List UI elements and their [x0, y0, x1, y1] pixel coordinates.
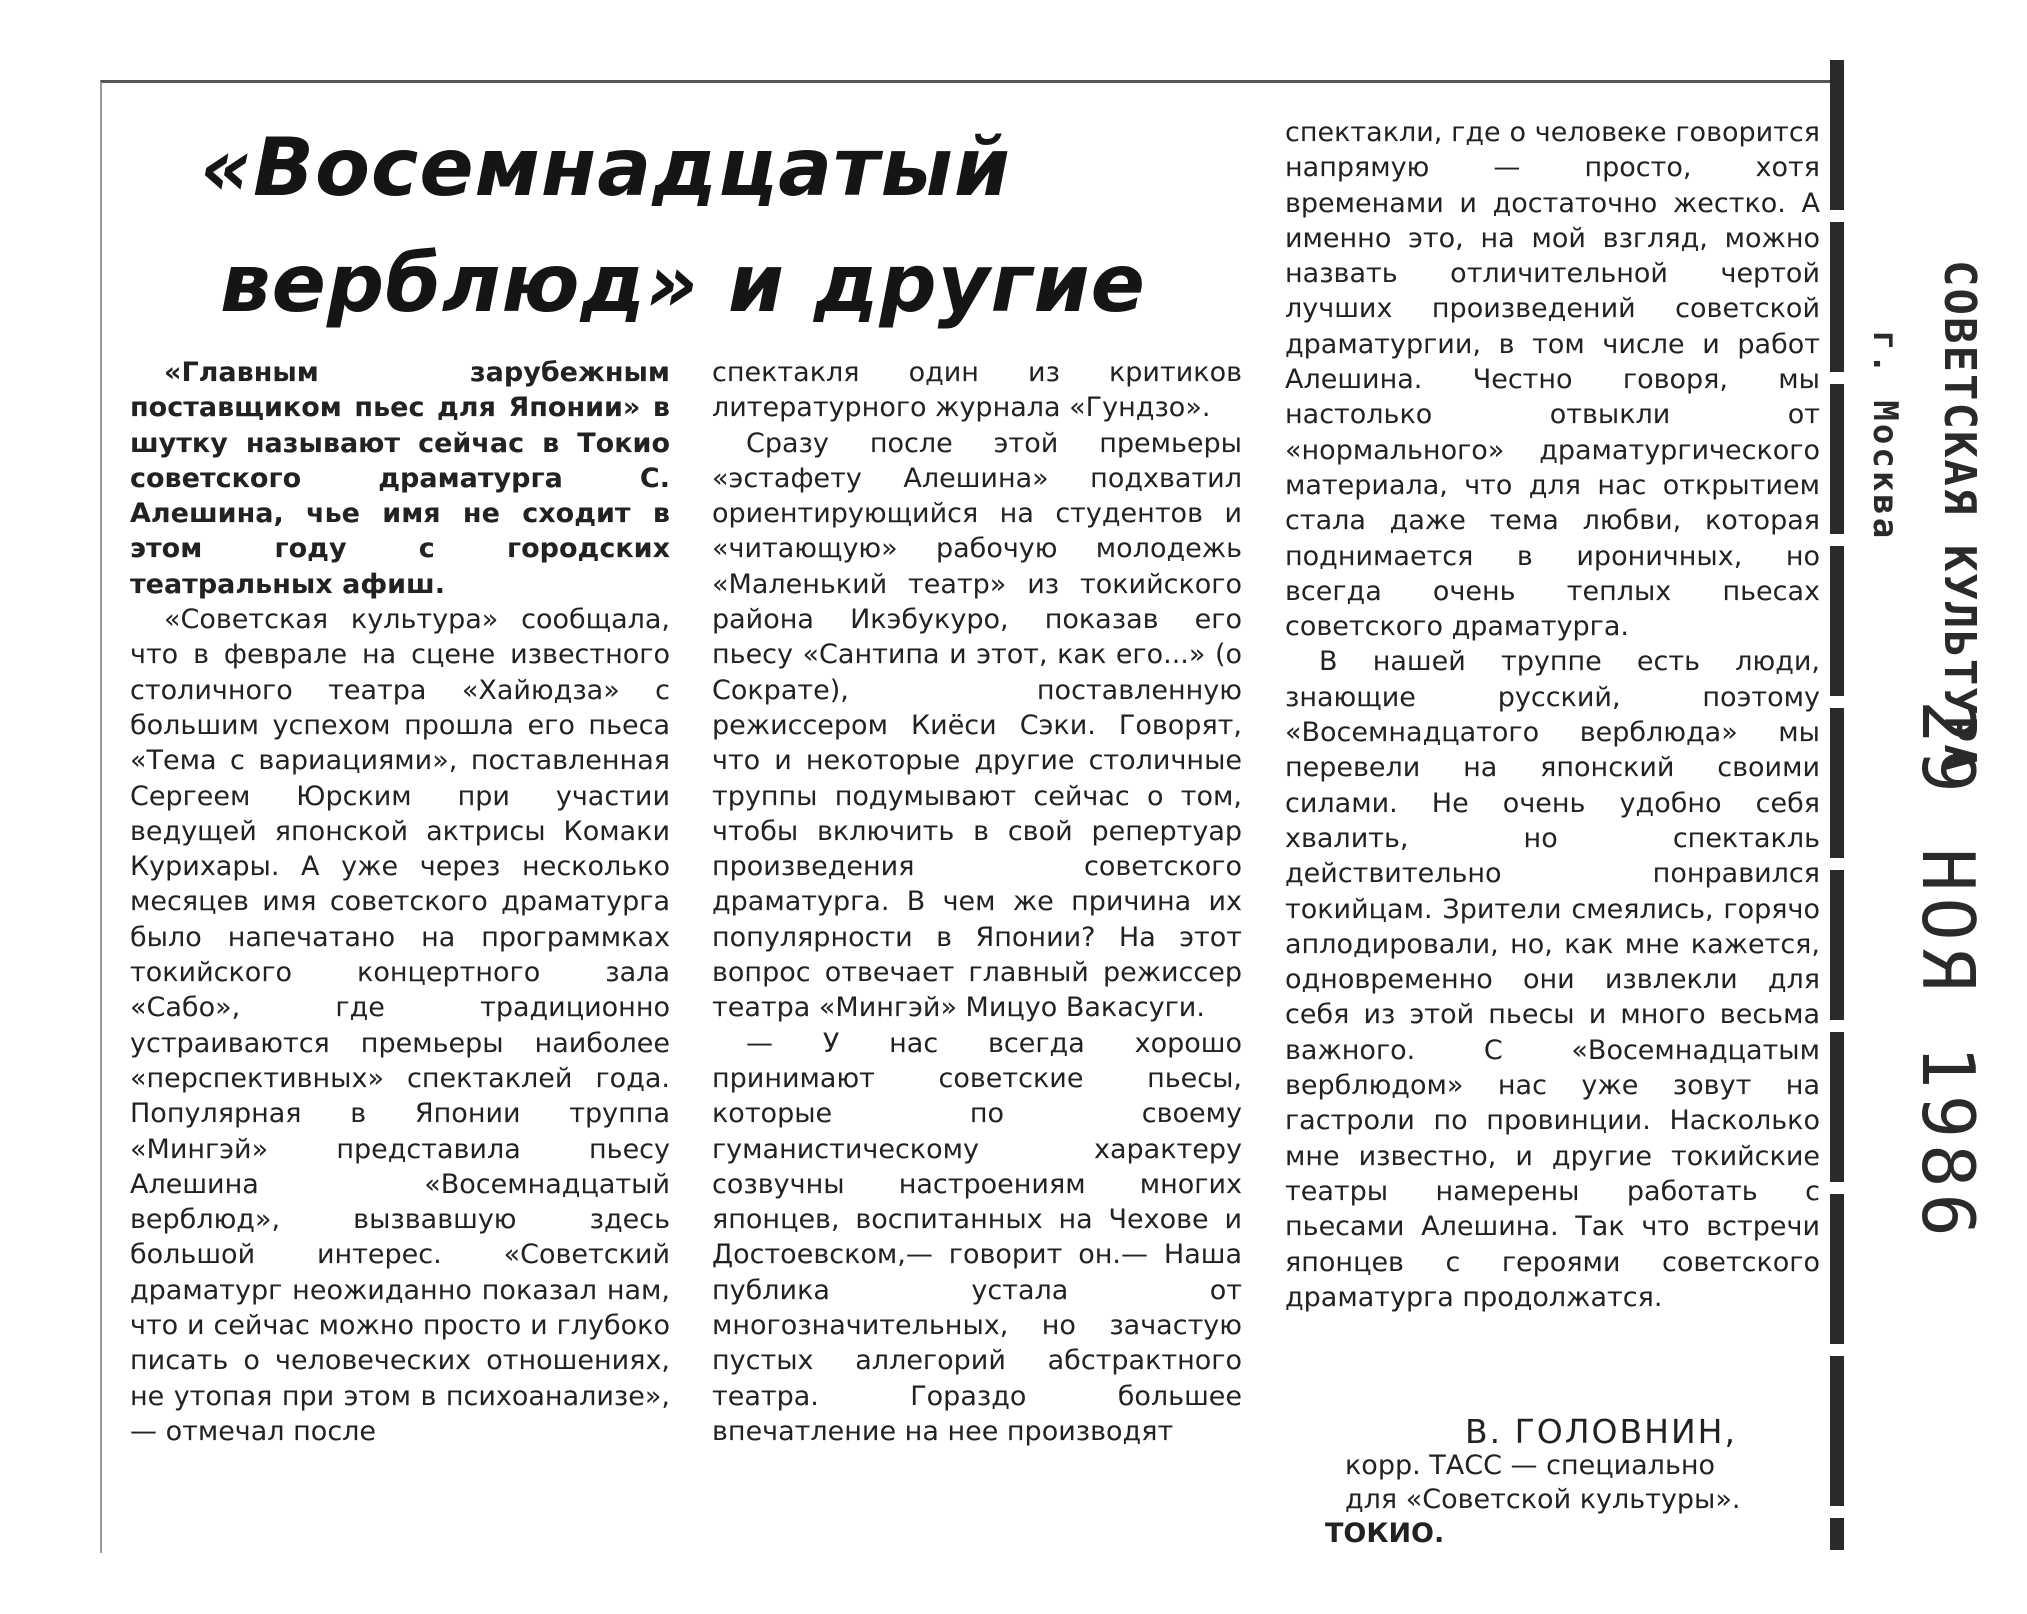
body-paragraph: спектакля один из критиков литературного журнала «Гундзо».: [712, 357, 1242, 424]
clipping-edge-mark: [1830, 60, 1844, 1550]
headline-line-2: верблюд» и другие: [220, 237, 1146, 330]
stamp-newspaper: СОВЕТСКАЯ КУЛЬТУРА: [1934, 260, 1985, 773]
author-role: корр. ТАСС — специально: [1345, 1450, 1716, 1481]
column-2: [712, 355, 1242, 1449]
body-paragraph: спектакли, где о человеке говорится напрямую — просто, хотя временами и достаточно жестко. А именно это, на мой взгляд, можно назвать отличительной чертой лучших произведений советской драматургии, в том числе и работ Алешина. Честно говоря, мы настолько отвыкли от «нормального» драматургического материала, что для нас открытием стала даже тема любви, которая поднимается в ироничных, но всегда очень теплых пьесах советского драматурга.: [1285, 117, 1820, 643]
article-headline: [200, 110, 1200, 342]
body-paragraph: — У нас всегда хорошо принимают советские пьесы, которые по своему гуманистическому характеру созвучны настроениям многих японцев, воспитанных на Чехове и Достоевском,— говорит он.— Наша публика устала от многозначительных, но зачастую пустых аллегорий абстрактного театра. Гораздо большее впечатление на нее производят: [712, 1027, 1242, 1447]
author-name: В. ГОЛОВНИН,: [1465, 1412, 1737, 1451]
lead-paragraph: «Главным зарубежным поставщиком пьес для Японии» в шутку называют сейчас в Токио советского драматурга С. Алешина, чье имя не сходит в этом году с городских театральных афиш.: [130, 357, 670, 600]
stamp-city: г. Москва: [1865, 330, 1905, 542]
dateline-city: ТОКИО.: [1325, 1518, 1445, 1549]
body-paragraph: Сразу после этой премьеры «эстафету Алешина» подхватил ориентирующийся на студентов и «читающую» рабочую молодежь «Маленький театр» из токийского района Икэбукуро, показав его пьесу «Сантипа и этот, как его...» (о Сократе), поставленную режиссером Киёси Сэки. Говорят, что и некоторые другие столичные труппы подумывают сейчас о том, чтобы включить в свой репертуар произведения советского драматурга. В чем же причина их популярности в Японии? На этот вопрос отвечает главный режиссер театра «Мингэй» Мицуо Вакасуги.: [712, 427, 1242, 1024]
headline-line-1: «Восемнадцатый: [200, 121, 1011, 214]
stamp-date: 29 НОЯ 1986: [1906, 700, 1990, 1243]
author-role-2: для «Советской культуры».: [1345, 1484, 1741, 1515]
body-paragraph: В нашей труппе есть люди, знающие русский, поэтому «Восемнадцатого верблюда» мы перевели на японский своими силами. Не очень удобно себя хвалить, но спектакль действительно понравился токийцам. Зрители смеялись, горячо аплодировали, но, как мне кажется, одновременно они извлекли для себя из этой пьесы и много весьма важного. С «Восемнадцатым верблюдом» нас уже зовут на гастроли по провинции. Насколько мне известно, и другие токийские театры намерены работать с пьесами Алешина. Так что встречи японцев с героями советского драматурга продолжатся.: [1285, 646, 1820, 1313]
body-paragraph: «Советская культура» сообщала, что в феврале на сцене известного столичного театра «Хайюдза» с большим успехом прошла его пьеса «Тема с вариациями», поставленная Сергеем Юрским при участии ведущей японской актрисы Комаки Курихары. А уже через несколько месяцев имя советского драматурга было напечатано на программках токийского концертного зала «Сабо», где традиционно устраиваются премьеры наиболее «перспективных» спектаклей года. Популярная в Японии труппа «Мингэй» представила пьесу Алешина «Восемнадцатый верблюд», вызвавшую здесь большой интерес. «Советский драматург неожиданно показал нам, что и сейчас можно просто и глубоко писать о человеческих отношениях, не утопая при этом в психоанализе»,— отмечал после: [130, 604, 670, 1447]
column-3: [1285, 115, 1820, 1315]
column-1: [130, 355, 670, 1449]
byline: [1285, 1412, 1785, 1551]
